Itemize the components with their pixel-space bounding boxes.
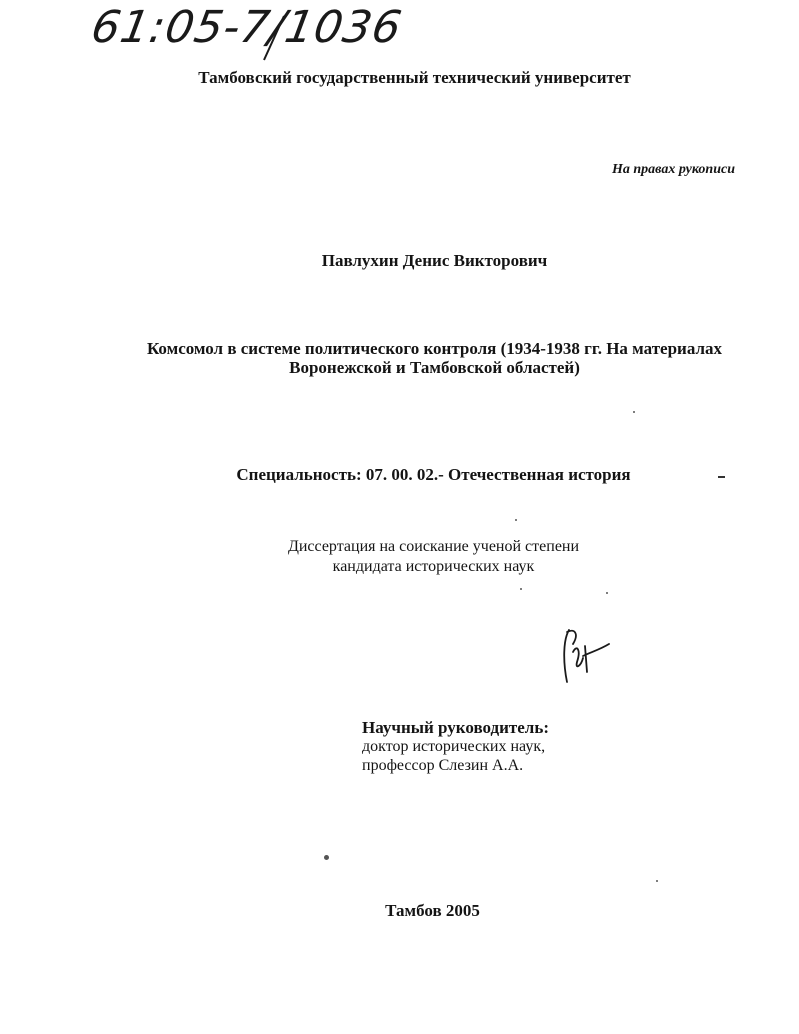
handwritten-slash-mark [258, 14, 288, 64]
advisor-name: профессор Слезин А.А. [362, 757, 524, 774]
degree-line-2: кандидата исторических наук [332, 558, 535, 575]
rights-note: На правах рукописи [612, 162, 735, 177]
title-line-1: Комсомол в системе политического контроля (1934-1938 гг. На материалах [146, 339, 723, 358]
city-year: Тамбов 2005 [385, 901, 480, 920]
scan-speck [515, 519, 517, 521]
specialty: Специальность: 07. 00. 02.- Отечественная история [236, 465, 631, 484]
advisor-label: Научный руководитель: [362, 718, 549, 737]
handwritten-catalog-code: 61:05-7/1036 [87, 2, 406, 53]
degree-line-1: Диссертация на соискание ученой степени [287, 538, 580, 555]
scan-speck [633, 411, 635, 413]
scan-speck [520, 588, 522, 590]
scientific-advisor [362, 718, 549, 775]
advisor-degree: доктор исторических наук, [362, 738, 546, 755]
degree-statement [0, 537, 799, 577]
title-line-2: Воронежской и Тамбовской областей) [289, 358, 580, 377]
scan-speck [324, 855, 329, 860]
dissertation-title [0, 339, 799, 377]
author-name: Павлухин Денис Викторович [321, 251, 548, 270]
scan-dash-mark [718, 476, 725, 478]
scan-speck [606, 592, 608, 594]
signature-image [555, 622, 625, 692]
scan-speck [656, 880, 658, 882]
university-name: Тамбовский государственный технический университет [198, 68, 631, 87]
